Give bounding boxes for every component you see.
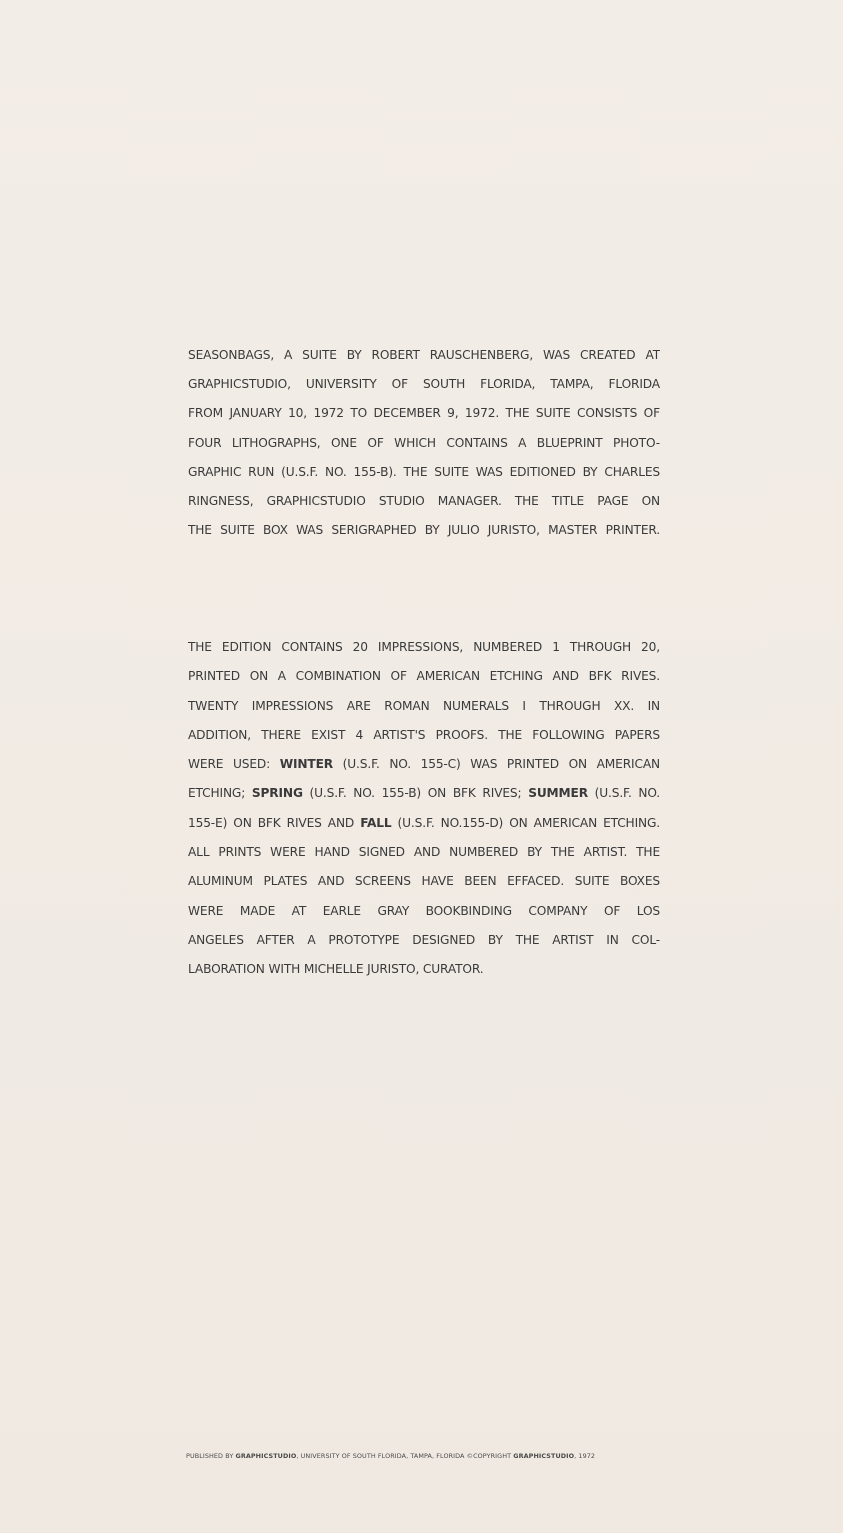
intro-line: GRAPHICSTUDIO, UNIVERSITY OF SOUTH FLORIDA, TAMPA, FLORIDA — [188, 377, 660, 392]
edition-text: (U.S.F. NO. 155-B) ON BFK RIVES; — [302, 786, 529, 801]
edition-line: ALUMINUM PLATES AND SCREENS HAVE BEEN EFFACED. SUITE BOXES — [188, 874, 660, 889]
intro-line: FROM JANUARY 10, 1972 TO DECEMBER 9, 1972. THE SUITE CONSISTS OF — [188, 406, 660, 421]
edition-line: PRINTED ON A COMBINATION OF AMERICAN ETCHING AND BFK RIVES. — [188, 669, 660, 684]
print-title-fall: FALL — [360, 815, 392, 830]
colophon-middle: , UNIVERSITY OF SOUTH FLORIDA, TAMPA, FLORIDA ©COPYRIGHT — [296, 1452, 514, 1460]
edition-line — [188, 779, 660, 808]
edition-line — [188, 750, 660, 779]
edition-line: WERE MADE AT EARLE GRAY BOOKBINDING COMPANY OF LOS — [188, 903, 660, 918]
copyright-holder: GRAPHICSTUDIO — [513, 1452, 575, 1460]
print-title-winter: WINTER — [279, 757, 334, 772]
intro-line: RINGNESS, GRAPHICSTUDIO STUDIO MANAGER. THE TITLE PAGE ON — [188, 493, 660, 508]
edition-paragraph — [188, 633, 660, 985]
publisher-name: GRAPHICSTUDIO — [235, 1452, 297, 1460]
edition-text: (U.S.F. NO. 155-C) WAS PRINTED ON AMERICAN — [333, 757, 660, 772]
edition-line: LABORATION WITH MICHELLE JURISTO, CURATOR. — [188, 962, 484, 977]
edition-text: 155-E) ON BFK RIVES AND — [188, 815, 361, 830]
intro-line: THE SUITE BOX WAS SERIGRAPHED BY JULIO JURISTO, MASTER PRINTER. — [188, 523, 660, 538]
edition-text: ETCHING; — [188, 786, 252, 801]
edition-text: (U.S.F. NO. — [587, 786, 660, 801]
intro-line: GRAPHIC RUN (U.S.F. NO. 155-B). THE SUITE WAS EDITIONED BY CHARLES — [188, 464, 660, 479]
copyright-year: , 1972 — [574, 1452, 596, 1460]
colophon-prefix: PUBLISHED BY — [186, 1452, 236, 1460]
colophon — [186, 1452, 686, 1460]
edition-line: ADDITION, THERE EXIST 4 ARTIST'S PROOFS. THE FOLLOWING PAPERS — [188, 727, 660, 742]
edition-line: ALL PRINTS WERE HAND SIGNED AND NUMBERED BY THE ARTIST. THE — [188, 845, 660, 860]
edition-text: (U.S.F. NO.155-D) ON AMERICAN ETCHING. — [391, 815, 660, 830]
edition-line — [188, 809, 660, 838]
intro-paragraph — [188, 341, 660, 545]
print-title-summer: SUMMER — [528, 786, 588, 801]
intro-line: FOUR LITHOGRAPHS, ONE OF WHICH CONTAINS A BLUEPRINT PHOTO- — [188, 435, 660, 450]
edition-line: ANGELES AFTER A PROTOTYPE DESIGNED BY THE ARTIST IN COL- — [188, 932, 660, 947]
intro-line: SEASONBAGS, A SUITE BY ROBERT RAUSCHENBERG, WAS CREATED AT — [188, 348, 660, 362]
edition-line: THE EDITION CONTAINS 20 IMPRESSIONS, NUMBERED 1 THROUGH 20, — [188, 640, 660, 654]
edition-text: WERE USED: — [188, 757, 280, 772]
edition-line: TWENTY IMPRESSIONS ARE ROMAN NUMERALS I THROUGH XX. IN — [188, 698, 660, 713]
print-title-spring: SPRING — [251, 786, 303, 801]
